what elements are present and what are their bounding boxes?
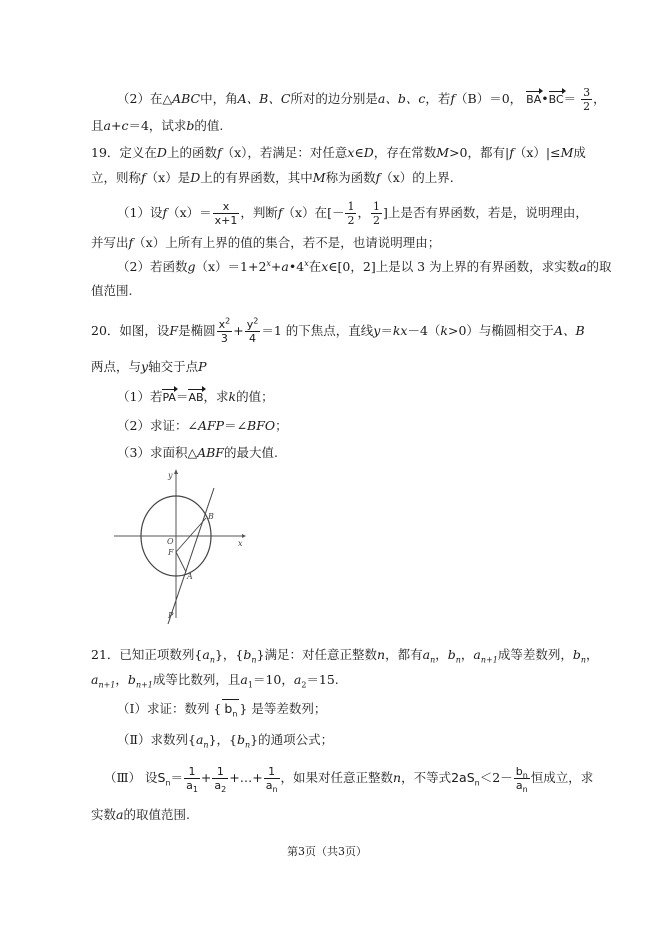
y-axis-arrow-icon [174,469,178,474]
label-y: y [168,471,173,480]
label-x: x [238,539,243,548]
q20-part2: （2）求证：∠AFP＝∠BFO； [117,418,288,433]
q20-part3: （3）求面积△ABF的最大值. [117,445,278,460]
vector-ab: AB [188,389,203,407]
q19-part2-line1: （2）若函数$g(x)=1+2^x+a•4^x$在x∈[0，2]上是以 3 为上界的有界函数，求实数a的取 [117,258,612,274]
question-number: 20． [91,323,120,338]
fraction-half: $\frac{1}{2}$ [347,200,355,227]
q21-line2: $a_{n+1}$，$b_{n+1}$成等比数列，且$a_1=10$，$a_2=15$. [91,672,339,690]
q18-part2-line1: （2）在△ABC中，角A、B、C所对的边分别是a、b、c，若f（B）＝0， BA•BC＝ $\frac{3}{2}$ ， [117,86,606,113]
label-f: F [168,548,174,557]
fraction-x-over-x-plus-1: $\frac{x}{x+1}$ [214,200,238,227]
label-a: A [187,572,193,581]
fraction-1-over-a2: $\frac{1}{a_2}$ [214,765,227,795]
vector-pa: PA [162,389,175,407]
fraction-bn-over-an: $\frac{b_n}{a_n}$ [515,765,528,795]
q19-line2: 立，则称f（x）是D上的有界函数，其中M称为函数f（x）的上界. [91,170,454,185]
fraction-1-over-a1: $\frac{1}{a_1}$ [186,765,198,795]
q21-part-ii: （Ⅱ）求数列$\{a_n\}$，$\{b_n\}$的通项公式； [117,732,334,750]
x-axis-arrow-icon [242,534,246,538]
question-number: 21． [91,647,120,662]
q19-part2-line2: 值范围. [91,283,133,298]
q20-line2: 两点，与y轴交于点P [91,359,207,374]
fraction-half: $\frac{1}{2}$ [373,200,380,227]
q21-line1: 21．已知正项数列$\{a_n\}$，$\{b_n\}$满足：对任意正整数n，都有$a_n$，$b_n$，$a_{n+1}$成等差数列，$b_n$， [91,647,599,665]
fraction-y2-over-4: $\frac{y^2}{4}$ [246,316,259,345]
label-b: B [208,512,214,521]
q21-part-iii-line1: （Ⅲ） 设$S_n=$ $\frac{1}{a_1}$ + $\frac{1}{a_2}$ +…+ $\frac{1}{a_n}$ ，如果对任意正整数n，不等式$2aS_n<2-$ $\frac{b_n}{a_n}$ 恒成立，求 [104,765,594,795]
label-o: O [167,537,174,546]
line-through-p [168,488,214,624]
q19-part1-line2: 并写出f（x）上所有上界的值的集合，若不是，也请说明理由； [91,235,441,250]
fraction-1-over-an: $\frac{1}{a_n}$ [265,765,278,795]
q20-part1: （1）若PA＝AB，求k的值； [117,388,274,407]
question-number: 19． [91,145,120,160]
fraction-x2-over-3: $\frac{x^2}{3}$ [218,316,231,345]
q21-part-iii-line2: 实数a的取值范围. [91,807,190,822]
q18-part2-line2: 且a+c＝4，试求b的值. [91,118,224,133]
label-p: P [168,611,174,620]
sqrt-bn: $b_n$ [224,701,238,719]
ellipse-figure [110,468,250,624]
vector-bc: BC [549,91,564,109]
q21-part-i: （Ⅰ）求证：数列 { $b_n$ } 是等差数列； [117,701,327,719]
fraction-three-halves: $\frac{3}{2}$ [583,86,591,113]
q19-line1: 19．定义在D上的函数f（x），若满足：对任意x∈D，存在常数M>0，都有|f（x）|≤M成 [91,145,586,160]
segment-fb [176,518,206,552]
segment-fa [176,552,186,572]
q19-part1-line1: （1）设f（x）＝ $\frac{x}{x+1}$ ，判断f（x）在[－ $\frac{1}{2}$ ， $\frac{1}{2}$ ]上是否有界函数，若是，说明理由， [117,200,588,227]
page-footer: 第3页（共3页） [287,845,367,858]
q20-line1: 20．如图，设F是椭圆 $\frac{x^2}{3}$ + $\frac{y^2}{4}$ ＝1 的下焦点，直线y＝kx－4（k>0）与椭圆相交于A、B [91,316,585,345]
vector-ba: BA [526,91,541,109]
